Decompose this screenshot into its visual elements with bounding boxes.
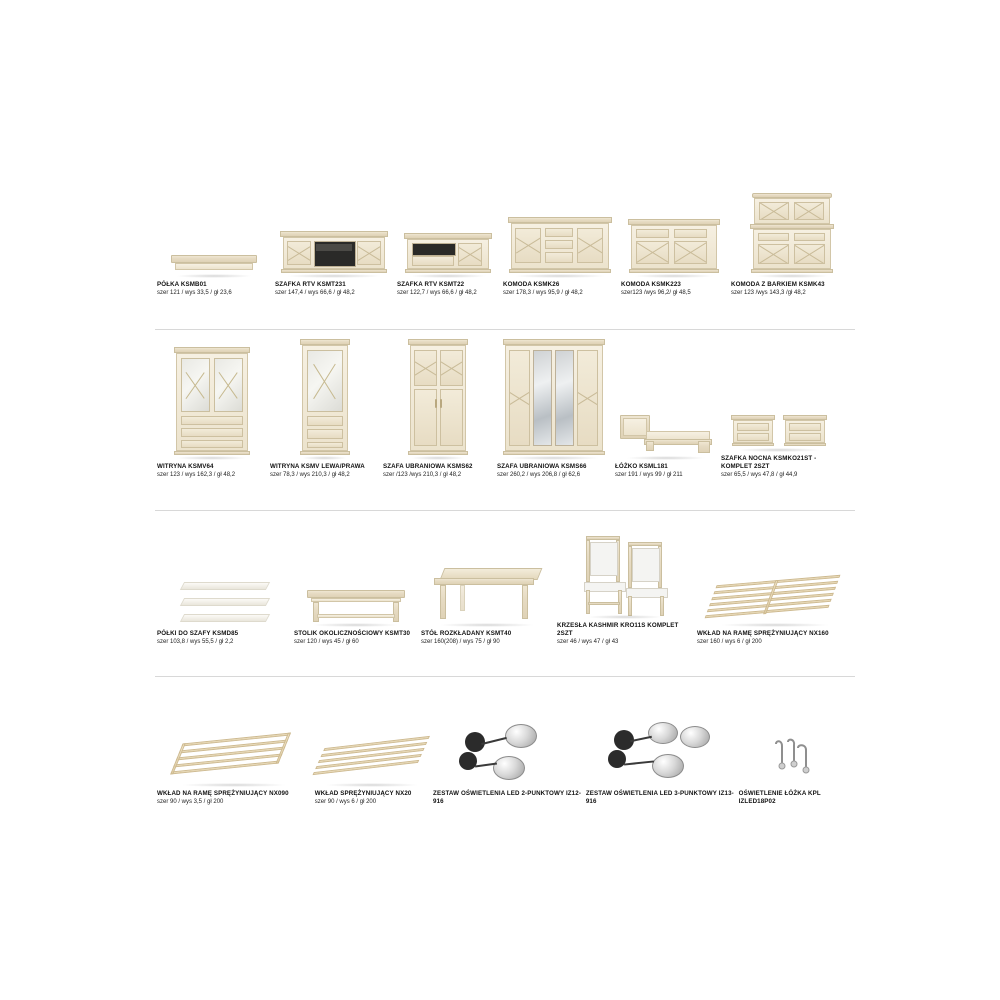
catalog-item[interactable] [155, 677, 313, 807]
catalog-item[interactable] [501, 170, 619, 298]
product-image-slatted-base-narrow [157, 684, 311, 784]
catalog-row-4 [155, 677, 855, 827]
catalog-item[interactable] [155, 330, 268, 480]
product-image-polka [157, 187, 271, 275]
product-caption: SZAFA UBRANIOWA KSMS62 szer /123 /wys 210,3 / gł 48,2 [383, 462, 473, 479]
product-image-slatted-base-wide [697, 524, 853, 624]
product-image-komoda-26 [503, 187, 617, 275]
catalog-item[interactable] [381, 330, 495, 480]
catalog-item[interactable] [155, 511, 292, 647]
catalog-item[interactable] [555, 511, 695, 647]
product-image-szafa-62 [383, 337, 493, 457]
product-image-komoda-bar [731, 187, 853, 275]
product-image-shelves-set [157, 524, 290, 624]
catalog-item[interactable] [719, 330, 839, 480]
catalog-item[interactable] [155, 170, 273, 298]
catalog-item[interactable] [395, 170, 501, 298]
catalog-row-1 [155, 170, 855, 330]
product-caption: ZESTAW OŚWIETLENIA LED 2-PUNKTOWY IZ12-916 [433, 789, 582, 805]
product-caption: WITRYNA KSMV64 szer 123 / wys 162,3 / gł 48,2 [157, 462, 236, 479]
product-caption: KOMODA Z BARKIEM KSMK43 szer 123 /wys 143,3 /gł 48,2 [731, 280, 825, 297]
catalog-item[interactable] [695, 511, 855, 647]
catalog-item[interactable] [584, 677, 737, 807]
catalog-item[interactable] [729, 170, 855, 298]
catalog-item[interactable] [737, 677, 855, 807]
product-image-nightstands [721, 330, 837, 449]
catalog-item[interactable] [268, 330, 381, 480]
product-image-witryna-lp [270, 337, 379, 457]
furniture-catalog-sheet [155, 170, 855, 830]
product-caption: PÓŁKI DO SZAFY KSMD85 szer 103,8 / wys 55,5 / gł 2,2 [157, 629, 239, 646]
catalog-item[interactable] [431, 677, 584, 807]
product-caption: KOMODA KSMK223 szer123 /wys 96,2/ gł 48,5 [621, 280, 691, 297]
product-caption: SZAFKA NOCNA KSMKO21ST - KOMPLET 2SZT szer 65,5 / wys 47,8 / gł 44,9 [721, 454, 817, 479]
product-image-szafa-66 [497, 337, 611, 457]
product-image-chairs [557, 516, 693, 616]
product-caption: WITRYNA KSMV LEWA/PRAWA szer 78,3 / wys 210,3 / gł 48,2 [270, 462, 365, 479]
product-caption: OŚWIETLENIE ŁÓŻKA KPL IZLED18P02 [738, 789, 821, 805]
product-image-bed-light [739, 684, 853, 784]
product-image-rtv-22 [397, 187, 499, 275]
product-image-komoda-223 [621, 187, 727, 275]
product-caption: SZAFKA RTV KSMT231 szer 147,4 / wys 66,6 / gł 48,2 [275, 280, 355, 297]
product-caption: ŁÓŻKO KSML181 szer 191 / wys 99 / gł 211 [615, 462, 683, 479]
product-image-coffee-table [294, 524, 417, 624]
catalog-row-3 [155, 511, 855, 677]
product-image-bed [615, 337, 717, 457]
product-image-dining-table [421, 524, 553, 624]
product-image-rtv-231 [275, 187, 393, 275]
product-caption: WKŁAD SPRĘŻYNIUJĄCY NX20 szer 90 / wys 6 / gł 200 [314, 789, 412, 806]
bed-light-icon [768, 738, 824, 784]
catalog-item[interactable] [619, 170, 729, 298]
product-caption: WKŁAD NA RAMĘ SPRĘŻYNIUJĄCY NX090 szer 90 / wys 3,5 / gł 200 [157, 789, 289, 806]
catalog-row-2 [155, 330, 855, 511]
catalog-item[interactable] [273, 170, 395, 298]
product-caption: WKŁAD NA RAMĘ SPRĘŻYNIUJĄCY NX160 szer 160 / wys 6 / gł 200 [697, 629, 829, 646]
catalog-item[interactable] [419, 511, 555, 647]
product-caption: STOLIK OKOLICZNOŚCIOWY KSMT30 szer 120 / wys 45 / gł 60 [294, 629, 411, 646]
product-image-slatted-roll [315, 684, 429, 784]
catalog-item[interactable] [313, 677, 431, 807]
product-image-led-3 [586, 684, 735, 784]
catalog-item[interactable] [613, 330, 719, 480]
product-caption: STÓŁ ROZKŁADANY KSMT40 szer 160(208) / wys 75 / gł 90 [421, 629, 512, 646]
catalog-item[interactable] [292, 511, 419, 647]
product-image-witryna-64 [157, 337, 266, 457]
catalog-item[interactable] [495, 330, 613, 480]
product-caption: SZAFKA RTV KSMT22 szer 122,7 / wys 66,6 / gł 48,2 [397, 280, 477, 297]
product-caption: KRZESŁA KASHMIR KRO11S KOMPLET 2SZT szer 46 / wys 47 / gł 43 [557, 621, 679, 646]
product-caption: KOMODA KSMK26 szer 178,3 / wys 95,9 / gł 48,2 [503, 280, 583, 297]
product-caption: ZESTAW OŚWIETLENIA LED 3-PUNKTOWY IZ13-916 [585, 789, 734, 805]
product-caption: SZAFA UBRANIOWA KSMS66 szer 260,2 / wys 206,8 / gł 62,6 [497, 462, 587, 479]
product-caption: PÓŁKA KSMB01 szer 121 / wys 33,5 / gł 23,6 [157, 280, 232, 297]
product-image-led-2 [433, 684, 582, 784]
